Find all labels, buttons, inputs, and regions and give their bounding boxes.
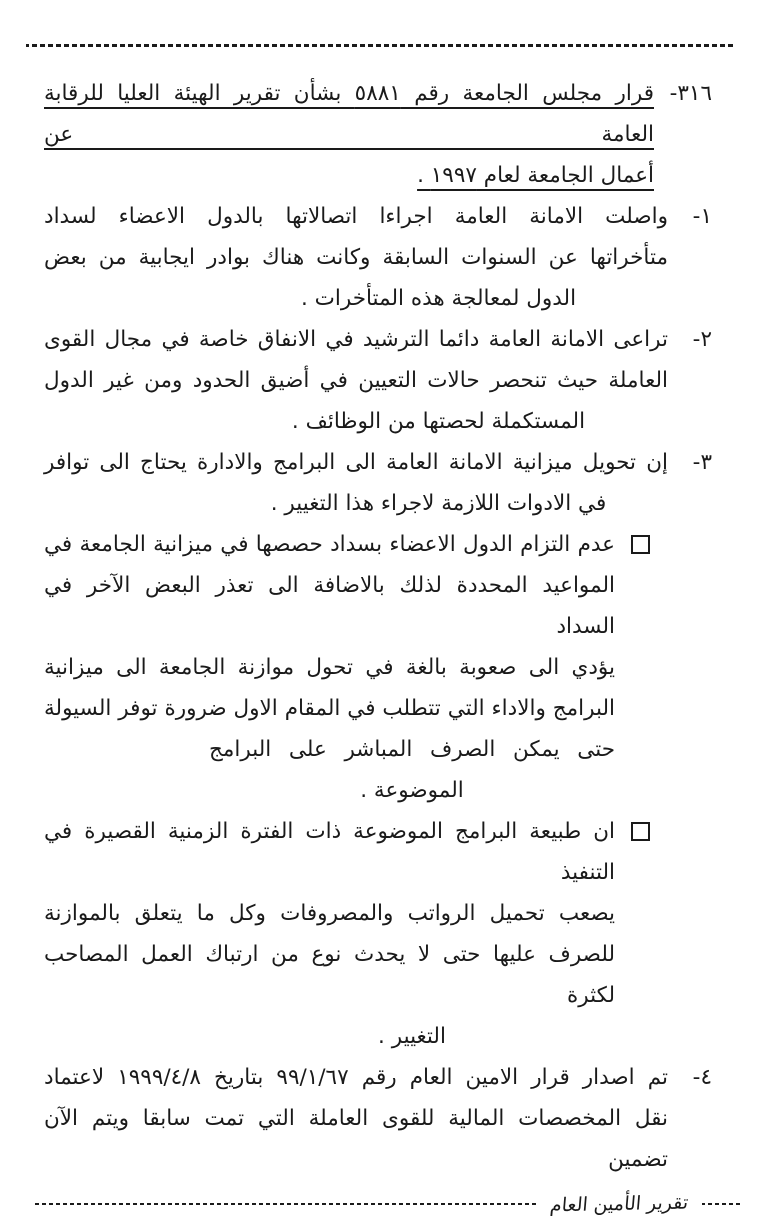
item-number: ٤- [692, 1065, 712, 1090]
item-number: ١- [692, 204, 712, 229]
heading-number: ٣١٦- [669, 81, 712, 106]
text-line: الدول لمعالجة هذه المتأخرات . [300, 286, 577, 311]
text-line: العاملة حيث تنحصر حالات التعيين في أضيق الحدود ومن غير الدول [44, 368, 668, 393]
text-line: حتى يمكن الصرف المباشر على البرامج الموضوعة . [209, 737, 615, 803]
text-line: للصرف عليها حتى لا يحدث نوع من ارتباك العمل المصاحب لكثرة [44, 942, 615, 1008]
item-number: ٢- [692, 327, 712, 352]
text-line: ان طبيعة البرامج الموضوعة ذات الفترة الزمنية القصيرة في التنفيذ [44, 819, 615, 885]
checkbox-bullet-item-2 [44, 811, 650, 1057]
checkbox-bullet-item-1 [44, 524, 650, 811]
text-line: المستكملة لحصتها من الوظائف . [291, 409, 586, 434]
heading-text [44, 73, 654, 196]
text-line: تم اصدار قرار الامين العام رقم ٩٩/١/٦٧ بتاريخ ١٩٩٩/٤/٨ لاعتماد [44, 1065, 669, 1090]
text-line: البرامج والاداء التي تتطلب في المقام الاول ضرورة توفر السيولة [44, 696, 615, 721]
text-line: واصلت الامانة العامة اجراءا اتصالاتها بالدول الاعضاء لسداد [44, 204, 668, 229]
text-line: التغيير . [378, 1024, 446, 1049]
text-line: في الادوات اللازمة لاجراء هذا التغيير . [270, 491, 607, 516]
numbered-item-1 [44, 196, 712, 319]
text-line: المواعيد المحددة لذلك بالاضافة الى تعذر البعض الآخر في السداد [44, 573, 615, 639]
heading-row [44, 73, 712, 196]
text-line: متأخراتها عن السنوات السابقة وكانت هناك بوادر ايجابية من بعض [44, 245, 668, 270]
text-line: إن تحويل ميزانية الامانة العامة الى البرامج والادارة يحتاج الى توافر [44, 450, 668, 475]
document-body [0, 47, 758, 1180]
bullet-text [44, 811, 615, 1057]
checkbox-square-icon [631, 535, 650, 554]
item-text [44, 319, 668, 442]
text-line: نقل المخصصات المالية للقوى العاملة التي تمت سابقا ويتم الآن تضمين [44, 1106, 668, 1172]
footer-dashed-rule [32, 1203, 536, 1205]
page-footer [32, 1193, 740, 1215]
bullet-text [44, 524, 615, 811]
numbered-item-4 [44, 1057, 712, 1180]
heading-line: أعمال الجامعة لعام ١٩٩٧ . [417, 163, 654, 188]
footer-dash-right [702, 1203, 740, 1205]
numbered-item-2 [44, 319, 712, 442]
footer-signature: تقرير الأمين العام [548, 1191, 689, 1217]
scanned-document-page [0, 44, 758, 1217]
text-line: يؤدي الى صعوبة بالغة في تحول موازنة الجامعة الى ميزانية [44, 655, 615, 680]
text-line: تراعى الامانة العامة دائما الترشيد في الانفاق خاصة في مجال القوى [44, 327, 668, 352]
text-line: يصعب تحميل الرواتب والمصروفات وكل ما يتعلق بالموازنة [44, 901, 615, 926]
item-number: ٣- [692, 450, 712, 475]
numbered-item-3 [44, 442, 712, 524]
item-text [44, 1057, 668, 1180]
item-text [44, 196, 668, 319]
text-line: عدم التزام الدول الاعضاء بسداد حصصها في ميزانية الجامعة في [44, 532, 615, 557]
heading-line: قرار مجلس الجامعة رقم ٥٨٨١ بشأن تقرير الهيئة العليا للرقابة العامة عن [44, 81, 654, 147]
checkbox-square-icon [631, 822, 650, 841]
item-text [44, 442, 668, 524]
